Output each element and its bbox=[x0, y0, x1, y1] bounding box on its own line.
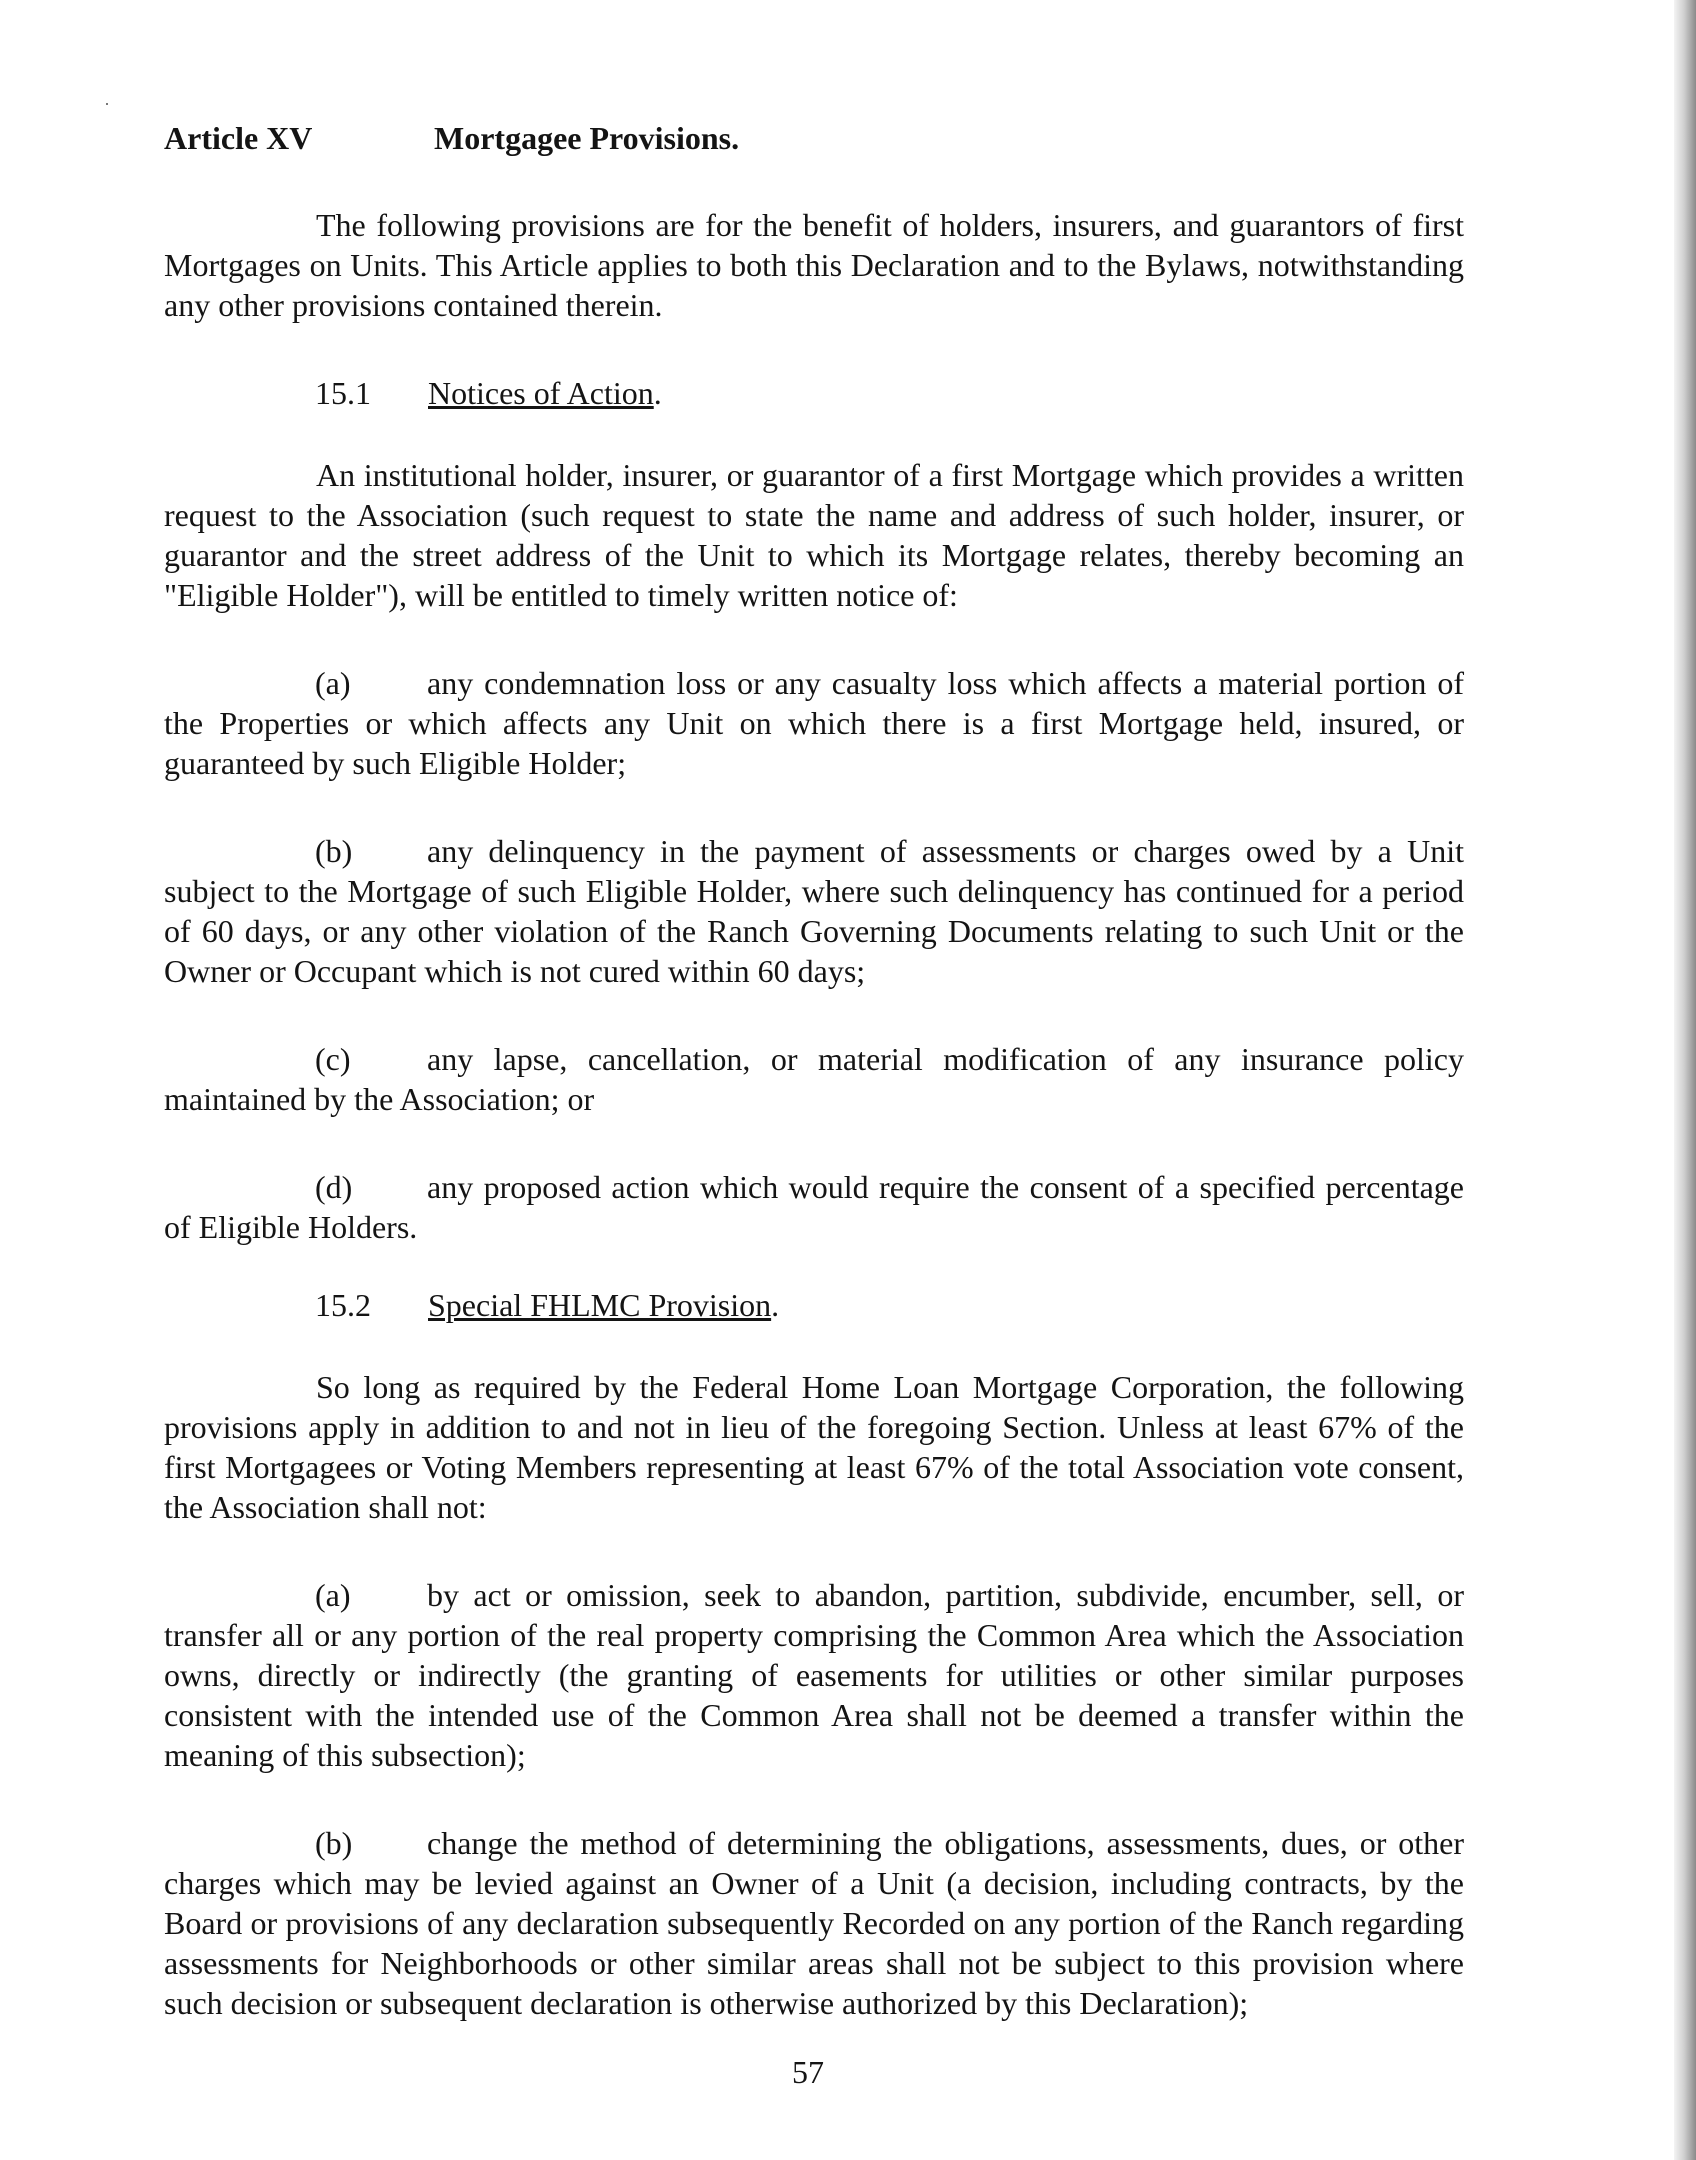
section-title: Special FHLMC Provision bbox=[428, 1287, 772, 1323]
list-item bbox=[164, 1575, 1464, 1775]
page-content bbox=[164, 118, 1464, 2071]
list-item-label: (c) bbox=[315, 1041, 351, 1077]
list-item-text: any condemnation loss or any casualty loss which affects a material portion of the Properties or which affects any Unit on which there is a first Mortgage held, insured, or guaranteed by such Eligible Holder; bbox=[164, 665, 1464, 781]
section-number: 15.2 bbox=[315, 1287, 371, 1323]
list-item-label: (b) bbox=[315, 1825, 353, 1861]
list-item-text: by act or omission, seek to abandon, partition, subdivide, encumber, sell, or transfer all or any portion of the real property comprising the Common Area which the Association owns, directly or indirectly (the granting of easements for utilities or other similar purposes consistent with the intended use of the Common Area shall not be deemed a transfer within the meaning of this subsection); bbox=[164, 1577, 1464, 1773]
list-item-label: (a) bbox=[315, 1577, 351, 1613]
article-heading bbox=[164, 118, 1464, 172]
list-item bbox=[164, 663, 1464, 783]
section-15-1-body: An institutional holder, insurer, or guarantor of a first Mortgage which provides a written request to the Association (such request to state the name and address of such holder, insurer, or guarantor and the street address of the Unit to which its Mortgage relates, thereby becoming an "Eligible Holder"), will be entitled to timely written notice of: bbox=[164, 457, 1464, 613]
article-title: Mortgagee Provisions. bbox=[434, 120, 740, 156]
section-title-punct: . bbox=[653, 375, 662, 411]
article-number: Article XV bbox=[164, 120, 313, 156]
section-title-punct: . bbox=[771, 1287, 780, 1323]
list-item-label: (a) bbox=[315, 665, 351, 701]
list-item-label: (b) bbox=[315, 833, 353, 869]
list-item-text: any lapse, cancellation, or material modification of any insurance policy maintained by the Association; or bbox=[164, 1041, 1464, 1117]
intro-paragraph: The following provisions are for the benefit of holders, insurers, and guarantors of first Mortgages on Units. This Article applies to both this Declaration and to the Bylaws, notwithstanding any other provisions contained therein. bbox=[164, 207, 1464, 323]
page-number: 57 bbox=[792, 2054, 824, 2090]
list-item bbox=[164, 1823, 1464, 2023]
scan-speck bbox=[106, 103, 108, 105]
list-item-text: any proposed action which would require the consent of a specified percentage of Eligible Holders. bbox=[164, 1169, 1464, 1245]
list-item bbox=[164, 1039, 1464, 1119]
scan-page-edge bbox=[1674, 0, 1696, 2160]
section-15-2-body: So long as required by the Federal Home Loan Mortgage Corporation, the following provisions apply in addition to and not in lieu of the foregoing Section. Unless at least 67% of the first Mortgagees or Voting Members representing at least 67% of the total Association vote consent, the Association shall not: bbox=[164, 1369, 1464, 1525]
list-item bbox=[164, 831, 1464, 991]
list-item-text: any delinquency in the payment of assessments or charges owed by a Unit subject to the Mortgage of such Eligible Holder, where such delinquency has continued for a period of 60 days, or any other violation of the Ranch Governing Documents relating to such Unit or the Owner or Occupant which is not cured within 60 days; bbox=[164, 833, 1464, 989]
section-title: Notices of Action bbox=[428, 375, 654, 411]
section-number: 15.1 bbox=[315, 375, 371, 411]
list-item-label: (d) bbox=[315, 1169, 353, 1205]
list-item-text: change the method of determining the obligations, assessments, dues, or other charges which may be levied against an Owner of a Unit (a decision, including contracts, by the Board or provisions of any declaration subsequently Recorded on any portion of the Ranch regarding assessments for Neighborhoods or other similar areas shall not be subject to this provision where such decision or subsequent declaration is otherwise authorized by this Declaration); bbox=[164, 1825, 1464, 2021]
section-15-2-heading bbox=[315, 1285, 1464, 1325]
list-item bbox=[164, 1167, 1464, 1247]
section-15-1-heading bbox=[315, 373, 1464, 413]
